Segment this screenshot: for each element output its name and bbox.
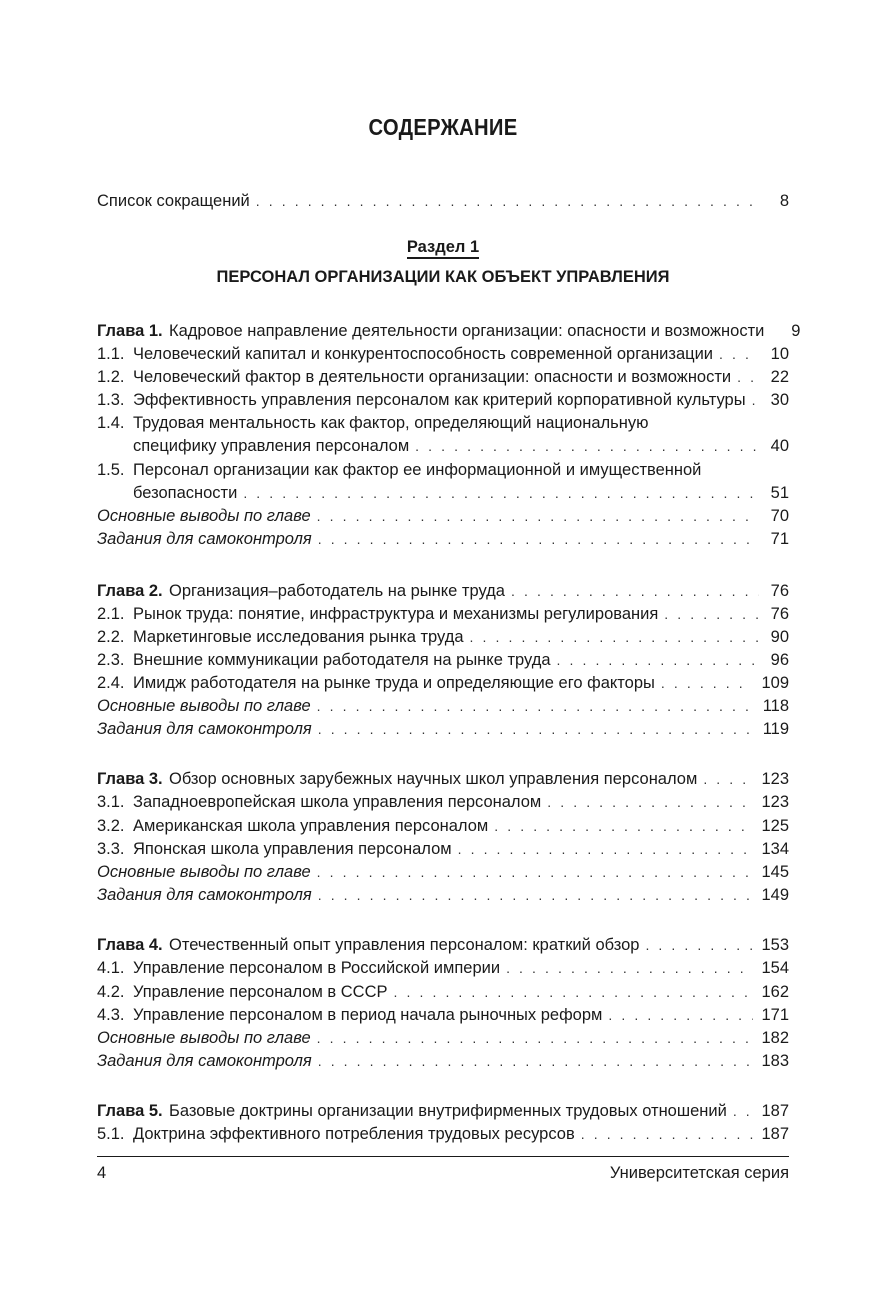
dot-leader (318, 718, 755, 741)
toc-item-4-2[interactable] (97, 981, 789, 1004)
dot-leader (661, 672, 754, 695)
item-number: 5.1. (97, 1125, 125, 1143)
toc-item-4-3[interactable] (97, 1004, 789, 1027)
item-title: Управление персоналом в СССР (133, 983, 388, 1001)
toc-summary-4[interactable] (97, 1027, 789, 1050)
chapter-title: Отечественный опыт управления персоналом: краткий обзор (169, 936, 640, 954)
item-title-continued: специфику управления персоналом (97, 435, 415, 458)
toc-item-5-1[interactable] (97, 1123, 789, 1146)
dot-leader (317, 1027, 754, 1050)
chapter-title: Базовые доктрины организации внутрифирменных трудовых отношений (169, 1102, 727, 1120)
toc-page-number: 134 (761, 840, 789, 858)
footer-page-number: 4 (97, 1164, 107, 1182)
toc-page-number: 123 (761, 793, 789, 811)
item-title: Имидж работодателя на рынке труда и определяющие его факторы (133, 674, 655, 692)
toc-chapter-5[interactable] (97, 1100, 789, 1123)
item-number: 2.4. (97, 674, 125, 692)
toc-item-3-2[interactable] (97, 815, 789, 838)
toc-page-number: 96 (770, 651, 789, 669)
item-number: 4.3. (97, 1006, 125, 1024)
chapter-number: Глава 3. (97, 770, 163, 788)
dot-leader (415, 435, 759, 458)
dot-leader (317, 695, 755, 718)
toc-item-1-1[interactable] (97, 343, 789, 366)
page-title: СОДЕРЖАНИЕ (368, 114, 518, 140)
dot-leader (243, 482, 759, 505)
toc-entry-abbreviations[interactable] (97, 190, 789, 213)
tasks-label: Задания для самоконтроля (97, 884, 318, 907)
dot-leader (608, 1004, 753, 1027)
toc-page-number: 171 (761, 1006, 789, 1024)
toc-summary-3[interactable] (97, 861, 789, 884)
toc-page-number: 187 (761, 1102, 789, 1120)
toc-page-number: 22 (770, 368, 789, 386)
dot-leader (318, 884, 754, 907)
item-number: 4.1. (97, 959, 125, 977)
item-title: Управление персоналом в Российской империи (133, 959, 501, 977)
toc-item-3-3[interactable] (97, 838, 789, 861)
dot-leader (547, 791, 753, 814)
item-number: 1.2. (97, 368, 125, 386)
toc-page-number: 187 (761, 1125, 789, 1143)
item-title: Американская школа управления персоналом (133, 817, 489, 835)
toc-page-number: 123 (761, 770, 789, 788)
toc-page-number: 71 (770, 530, 789, 548)
dot-leader (394, 981, 754, 1004)
footer-divider (97, 1156, 789, 1157)
toc-page-number: 182 (761, 1029, 789, 1047)
toc-page-number: 183 (761, 1052, 789, 1070)
item-title: Управление персоналом в период начала рыночных реформ (133, 1006, 603, 1024)
item-number: 4.2. (97, 983, 125, 1001)
item-title: Человеческий фактор в деятельности организации: опасности и возможности (133, 368, 732, 386)
item-number: 1.5. (97, 461, 125, 479)
dot-leader (664, 603, 759, 626)
dot-leader (458, 838, 754, 861)
toc-page-number: 109 (761, 674, 789, 692)
toc-tasks-2[interactable] (97, 718, 789, 741)
item-title: Западноевропейская школа управления персоналом (133, 793, 542, 811)
toc-chapter-4[interactable] (97, 934, 789, 957)
chapter-number: Глава 1. (97, 322, 163, 340)
item-number: 1.4. (97, 414, 125, 432)
toc-tasks-1[interactable] (97, 528, 789, 551)
dot-leader (752, 389, 759, 412)
toc-item-2-3[interactable] (97, 649, 789, 672)
toc-item-1-5-line1[interactable] (97, 459, 789, 482)
toc-item-1-5-line2[interactable] (97, 482, 789, 505)
toc-page-number: 125 (761, 817, 789, 835)
toc-tasks-4[interactable] (97, 1050, 789, 1073)
item-number: 2.1. (97, 605, 125, 623)
toc-item-2-2[interactable] (97, 626, 789, 649)
toc-chapter-2[interactable] (97, 580, 789, 603)
toc-item-4-1[interactable] (97, 957, 789, 980)
toc-page-number: 162 (761, 983, 789, 1001)
dot-leader (719, 343, 759, 366)
dot-leader (318, 528, 759, 551)
toc-item-1-4-line2[interactable] (97, 435, 789, 458)
toc-chapter-1[interactable] (97, 320, 801, 343)
toc-item-1-3[interactable] (97, 389, 789, 412)
dot-leader (733, 1100, 754, 1123)
item-number: 2.2. (97, 628, 125, 646)
toc-page-number: 30 (770, 391, 789, 409)
item-number: 3.2. (97, 817, 125, 835)
dot-leader (256, 190, 759, 213)
summary-label: Основные выводы по главе (97, 1027, 317, 1050)
toc-item-2-1[interactable] (97, 603, 789, 626)
dot-leader (494, 815, 753, 838)
item-title: Внешние коммуникации работодателя на рынке труда (133, 651, 551, 669)
summary-label: Основные выводы по главе (97, 505, 317, 528)
dot-leader (317, 505, 759, 528)
item-title: Маркетинговые исследования рынка труда (133, 628, 464, 646)
item-title: Эффективность управления персоналом как критерий корпоративной культуры (133, 391, 746, 409)
dot-leader (470, 626, 759, 649)
toc-page-number: 10 (770, 345, 789, 363)
toc-page-number: 118 (762, 697, 789, 715)
summary-label: Основные выводы по главе (97, 695, 317, 718)
tasks-label: Задания для самоконтроля (97, 1050, 318, 1073)
summary-label: Основные выводы по главе (97, 861, 317, 884)
toc-page-number: 145 (761, 863, 789, 881)
toc-page-number: 76 (770, 582, 789, 600)
toc-item-3-1[interactable] (97, 791, 789, 814)
toc-item-1-2[interactable] (97, 366, 789, 389)
item-title: Рынок труда: понятие, инфраструктура и механизмы регулирования (133, 605, 659, 623)
dot-leader (703, 768, 753, 791)
item-title: Человеческий капитал и конкурентоспособность современной организации (133, 345, 714, 363)
section-number: Раздел 1 (407, 238, 479, 259)
dot-leader (506, 957, 753, 980)
section-label (97, 238, 789, 257)
toc-summary-1[interactable] (97, 505, 789, 528)
item-title-continued: безопасности (97, 482, 243, 505)
toc-page-number: 153 (761, 936, 789, 954)
section-title: ПЕРСОНАЛ ОРГАНИЗАЦИИ КАК ОБЪЕКТ УПРАВЛЕНИЯ (216, 268, 670, 286)
toc-page-number: 119 (762, 720, 789, 738)
item-title: Японская школа управления персоналом (133, 840, 452, 858)
toc-tasks-3[interactable] (97, 884, 789, 907)
tasks-label: Задания для самоконтроля (97, 528, 318, 551)
dot-leader (317, 861, 754, 884)
toc-page-number: 8 (779, 192, 789, 210)
toc-page-number: 154 (761, 959, 789, 977)
toc-entry-label: Список сокращений (97, 190, 256, 213)
chapter-number: Глава 4. (97, 936, 163, 954)
item-number: 1.3. (97, 391, 125, 409)
toc-page-number: 70 (770, 507, 789, 525)
dot-leader (645, 934, 753, 957)
toc-item-2-4[interactable] (97, 672, 789, 695)
chapter-title: Организация–работодатель на рынке труда (169, 582, 505, 600)
toc-page-number: 40 (770, 437, 789, 455)
item-title: Персонал организации как фактор ее информационной и имущественной (133, 461, 702, 479)
dot-leader (557, 649, 759, 672)
toc-chapter-3[interactable] (97, 768, 789, 791)
dot-leader (511, 580, 759, 603)
chapter-number: Глава 2. (97, 582, 163, 600)
item-number: 3.1. (97, 793, 125, 811)
item-number: 2.3. (97, 651, 125, 669)
footer-series: Университетская серия (609, 1164, 789, 1182)
item-title: Доктрина эффективного потребления трудовых ресурсов (133, 1125, 575, 1143)
toc-page-number: 51 (770, 484, 789, 502)
tasks-label: Задания для самоконтроля (97, 718, 318, 741)
chapter-number: Глава 5. (97, 1102, 163, 1120)
item-number: 3.3. (97, 840, 125, 858)
item-number: 1.1. (97, 345, 125, 363)
dot-leader (737, 366, 759, 389)
toc-page-number: 149 (761, 886, 789, 904)
toc-page-number: 76 (770, 605, 789, 623)
dot-leader (318, 1050, 754, 1073)
toc-summary-2[interactable] (97, 695, 789, 718)
item-title: Трудовая ментальность как фактор, определяющий национальную (133, 414, 649, 432)
toc-page-number: 90 (770, 628, 789, 646)
toc-page-number: 9 (791, 322, 801, 340)
chapter-title: Обзор основных зарубежных научных школ управления персоналом (169, 770, 698, 788)
dot-leader (581, 1123, 754, 1146)
toc-item-1-4-line1[interactable] (97, 412, 789, 435)
chapter-title: Кадровое направление деятельности организации: опасности и возможности (169, 322, 765, 340)
